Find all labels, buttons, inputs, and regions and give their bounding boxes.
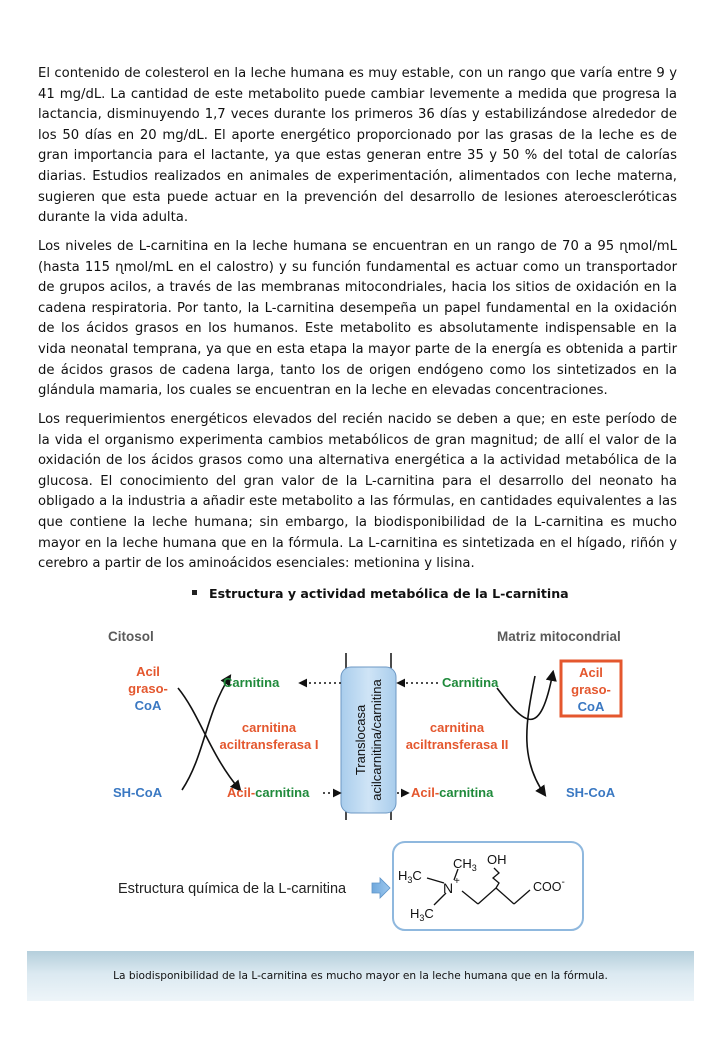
sh-coa-left: SH-CoA — [113, 785, 163, 800]
right-acyl-coa-line1: Acil — [579, 665, 603, 680]
carnitina-right: Carnitina — [442, 675, 499, 690]
carnitina-left: Carnitina — [223, 675, 280, 690]
left-curve-up — [182, 676, 230, 790]
enzyme-right-line2: aciltransferasa II — [405, 737, 509, 752]
enzyme-left-line1: carnitina — [241, 720, 297, 735]
paragraph-energy-requirements: Los requerimientos energéticos elevados del recién nacido se deben a que; en este período de la vida el organismo experimenta cambios metabólicos de gran magnitud; de allí el valor de la oxidación de los ácidos grasos como una alternativa energética a la actividad metabólica de la glucosa. El conocimiento del gran valor de la L-carnitina para el desarrollo del neonato ha obligado a la industria a añadir este metabolito a las fórmulas, en cantidades equivalentes a las que contiene la leche humana; sin embargo, la biodisponibilidad de la L-carnitina es mucho mayor en la leche humana que en la fórmula. La L-carnitina es sintetizada en el hígado, riñón y cerebro a partir de los aminoácidos esenciales: metionina y lisina. — [38, 412, 677, 572]
acil-carnitina-left-suffix: carnitina — [255, 785, 310, 800]
left-acyl-coa-line2: graso- — [128, 681, 168, 696]
translocase-line2: acilcarnitina/carnitina — [369, 679, 384, 801]
formula-oh: OH — [487, 852, 507, 867]
acil-carnitina-left-prefix: Acil- — [227, 785, 256, 800]
paragraph-cholesterol: El contenido de colesterol en la leche humana es muy estable, con un rango que varía entre 9 y 41 mg/dL. La cantidad de este metabolito puede cambiar levemente a medida que progresa la lactancia, disminuyendo 1,7 veces durante los primeros 36 días y estabilizándose alrededor de los 50 días en 20 mg/dL. El aporte energético proporcionado por las grasas de la leche es de gran importancia para el lactante, ya que estas generan entre 35 y 50 % del total de calorías diarias. Estudios realizados en animales de experimentación, alimentados con leche materna, sugieren que esta puede actuar en la prevención del desarrollo de lesiones ateroescleróticas durante la vida adulta. — [38, 66, 677, 226]
right-acyl-coa-line3: CoA — [577, 699, 605, 714]
caption-text: La biodisponibilidad de la L-carnitina es mucho mayor en la leche humana que en la fórmula. — [113, 970, 608, 982]
formula-ch3: $CH_3$ — [453, 856, 477, 873]
acil-carnitina-right-prefix: Acil- — [411, 785, 440, 800]
acil-carnitina-right-suffix: carnitina — [439, 785, 494, 800]
acil-carnitina-left — [227, 785, 310, 800]
caption-box — [27, 951, 694, 1001]
left-acyl-coa-line1: Acil — [136, 664, 160, 679]
right-curve-down — [527, 676, 545, 795]
translocase-line1: Translocasa — [353, 704, 368, 776]
acil-carnitina-right — [411, 785, 494, 800]
right-acyl-coa — [571, 665, 611, 714]
structure-label: Estructura química de la L-carnitina — [118, 881, 347, 897]
enzyme-right — [406, 720, 509, 752]
formula-plus: + — [454, 876, 460, 887]
left-acyl-coa — [128, 664, 168, 713]
formula-coo: COO- — [533, 877, 565, 894]
enzyme-left-line2: aciltransferasa I — [219, 737, 319, 752]
matrix-title: Matriz mitocondrial — [497, 629, 621, 644]
enzyme-right-line1: carnitina — [429, 720, 485, 735]
structure-arrow-icon — [372, 878, 390, 898]
formula-h3c-top: $H_3C$ — [398, 868, 422, 885]
formula-h3c-bottom: $H_3C$ — [410, 906, 434, 923]
sh-coa-right: SH-CoA — [566, 785, 616, 800]
left-acyl-coa-line3: CoA — [134, 698, 162, 713]
cytosol-title: Citosol — [108, 629, 154, 644]
right-curve-up — [497, 672, 553, 719]
formula-n: N — [443, 880, 454, 896]
enzyme-left — [219, 720, 318, 752]
right-acyl-coa-line2: graso- — [571, 682, 611, 697]
paragraph-l-carnitine-levels: Los niveles de L-carnitina en la leche humana se encuentran en un rango de 70 a 95 ɳmol/mL (hasta 115 ɳmol/mL en el calostro) y su función fundamental es actuar como un transportador de grupos acilos, a través de las membranas mitocondriales, hacia los sitios de oxidación en la cadena respiratoria. Por tanto, la L-carnitina desempeña un papel fundamental en la oxidación de los ácidos grasos en los humanos. Este metabolito es absolutamente indispensable en la vida neonatal temprana, ya que en esta etapa la mayor parte de la energía es obtenida a partir de ácidos grasos de cadena larga, tanto los de origen endógeno como los sintetizados en la glándula mamaria, los cuales se encuentran en la leche en elevadas concentraciones. — [38, 239, 677, 399]
section-heading-text: Estructura y actividad metabólica de la L-carnitina — [209, 586, 569, 601]
